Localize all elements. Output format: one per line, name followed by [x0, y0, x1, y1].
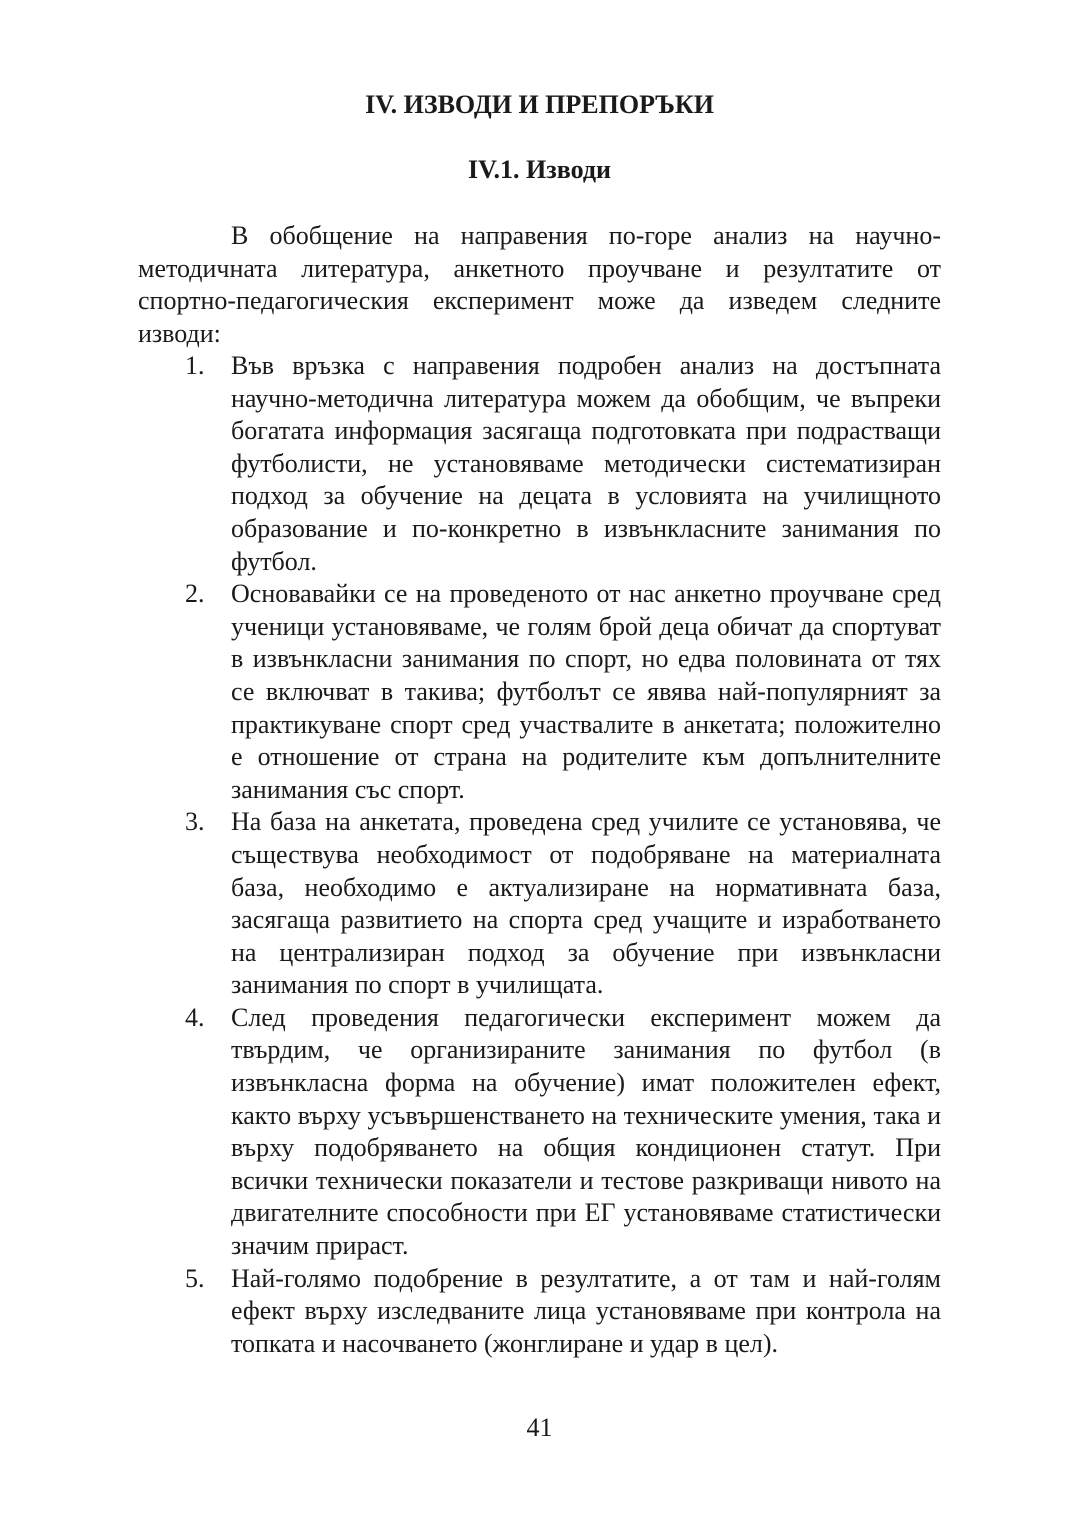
chapter-title: IV. ИЗВОДИ И ПРЕПОРЪКИ — [365, 90, 714, 119]
page-number: 41 — [526, 1413, 553, 1442]
list-item-text: Най-голямо подобрение в резултатите, а от там и най-голям ефект върху изследваните лица установяваме при контрола на топката и насочването (жонглиране и удар в цел). — [231, 1263, 941, 1358]
conclusions-list — [138, 350, 941, 1360]
list-item — [138, 1002, 941, 1263]
list-item — [138, 578, 941, 806]
list-item-text: Във връзка с направения подробен анализ на достъпната научно-методична литература можем да обобщим, че въпреки богатата информация засягаща подготовката при подрастващи футболисти, не установяваме методически систематизиран подход за обучение на децата в условията на училищното образование и по-конкретно в извънкласните занимания по футбол. — [231, 351, 941, 576]
list-item-number: 4. — [185, 1002, 205, 1032]
section-title: IV.1. Изводи — [468, 155, 611, 184]
list-item-number: 2. — [185, 579, 205, 609]
list-item — [138, 1263, 941, 1361]
list-item — [138, 806, 941, 1002]
list-item-number: 1. — [185, 351, 205, 380]
list-item-text: Основавайки се на проведеното от нас анкетно проучване сред ученици установяваме, че голям брой деца обичат да спортуват в извънкласни занимания по спорт, но едва половината от тях се включват в такива; футболът се явява най-популярният за практикуване спорт сред участвалите в анкетата; положително е отношение от страна на родителите към допълнителните занимания със спорт. — [231, 579, 941, 804]
list-item-text: На база на анкетата, проведена сред училите се установява, че съществува необходимост от подобряване на материалната база, необходимо е актуализиране на нормативната база, засягаща развитието на спорта сред учащите и изработването на централизиран подход за обучение при извънкласни занимания по спорт в училищата. — [231, 807, 941, 1000]
list-item-number: 3. — [185, 807, 205, 837]
list-item-text: След проведения педагогически експеримент можем да твърдим, че организираните занимания по футбол (в извънкласна форма на обучение) имат положителен ефект, както върху усъвършенстването на техническите умения, така и върху подобряването на общия кондиционен статут. При всички технически показатели и тестове разкриващи нивото на двигателните способности при ЕГ установяваме статистически значим прираст. — [231, 1002, 941, 1261]
list-item-number: 5. — [185, 1263, 205, 1293]
intro-paragraph: В обобщение на направения по-горе анализ на научно-методичната литература, анкетното проучване и резултатите от спортно-педагогическия експеримент може да изведем следните изводи: — [138, 221, 941, 348]
list-item — [138, 350, 941, 578]
